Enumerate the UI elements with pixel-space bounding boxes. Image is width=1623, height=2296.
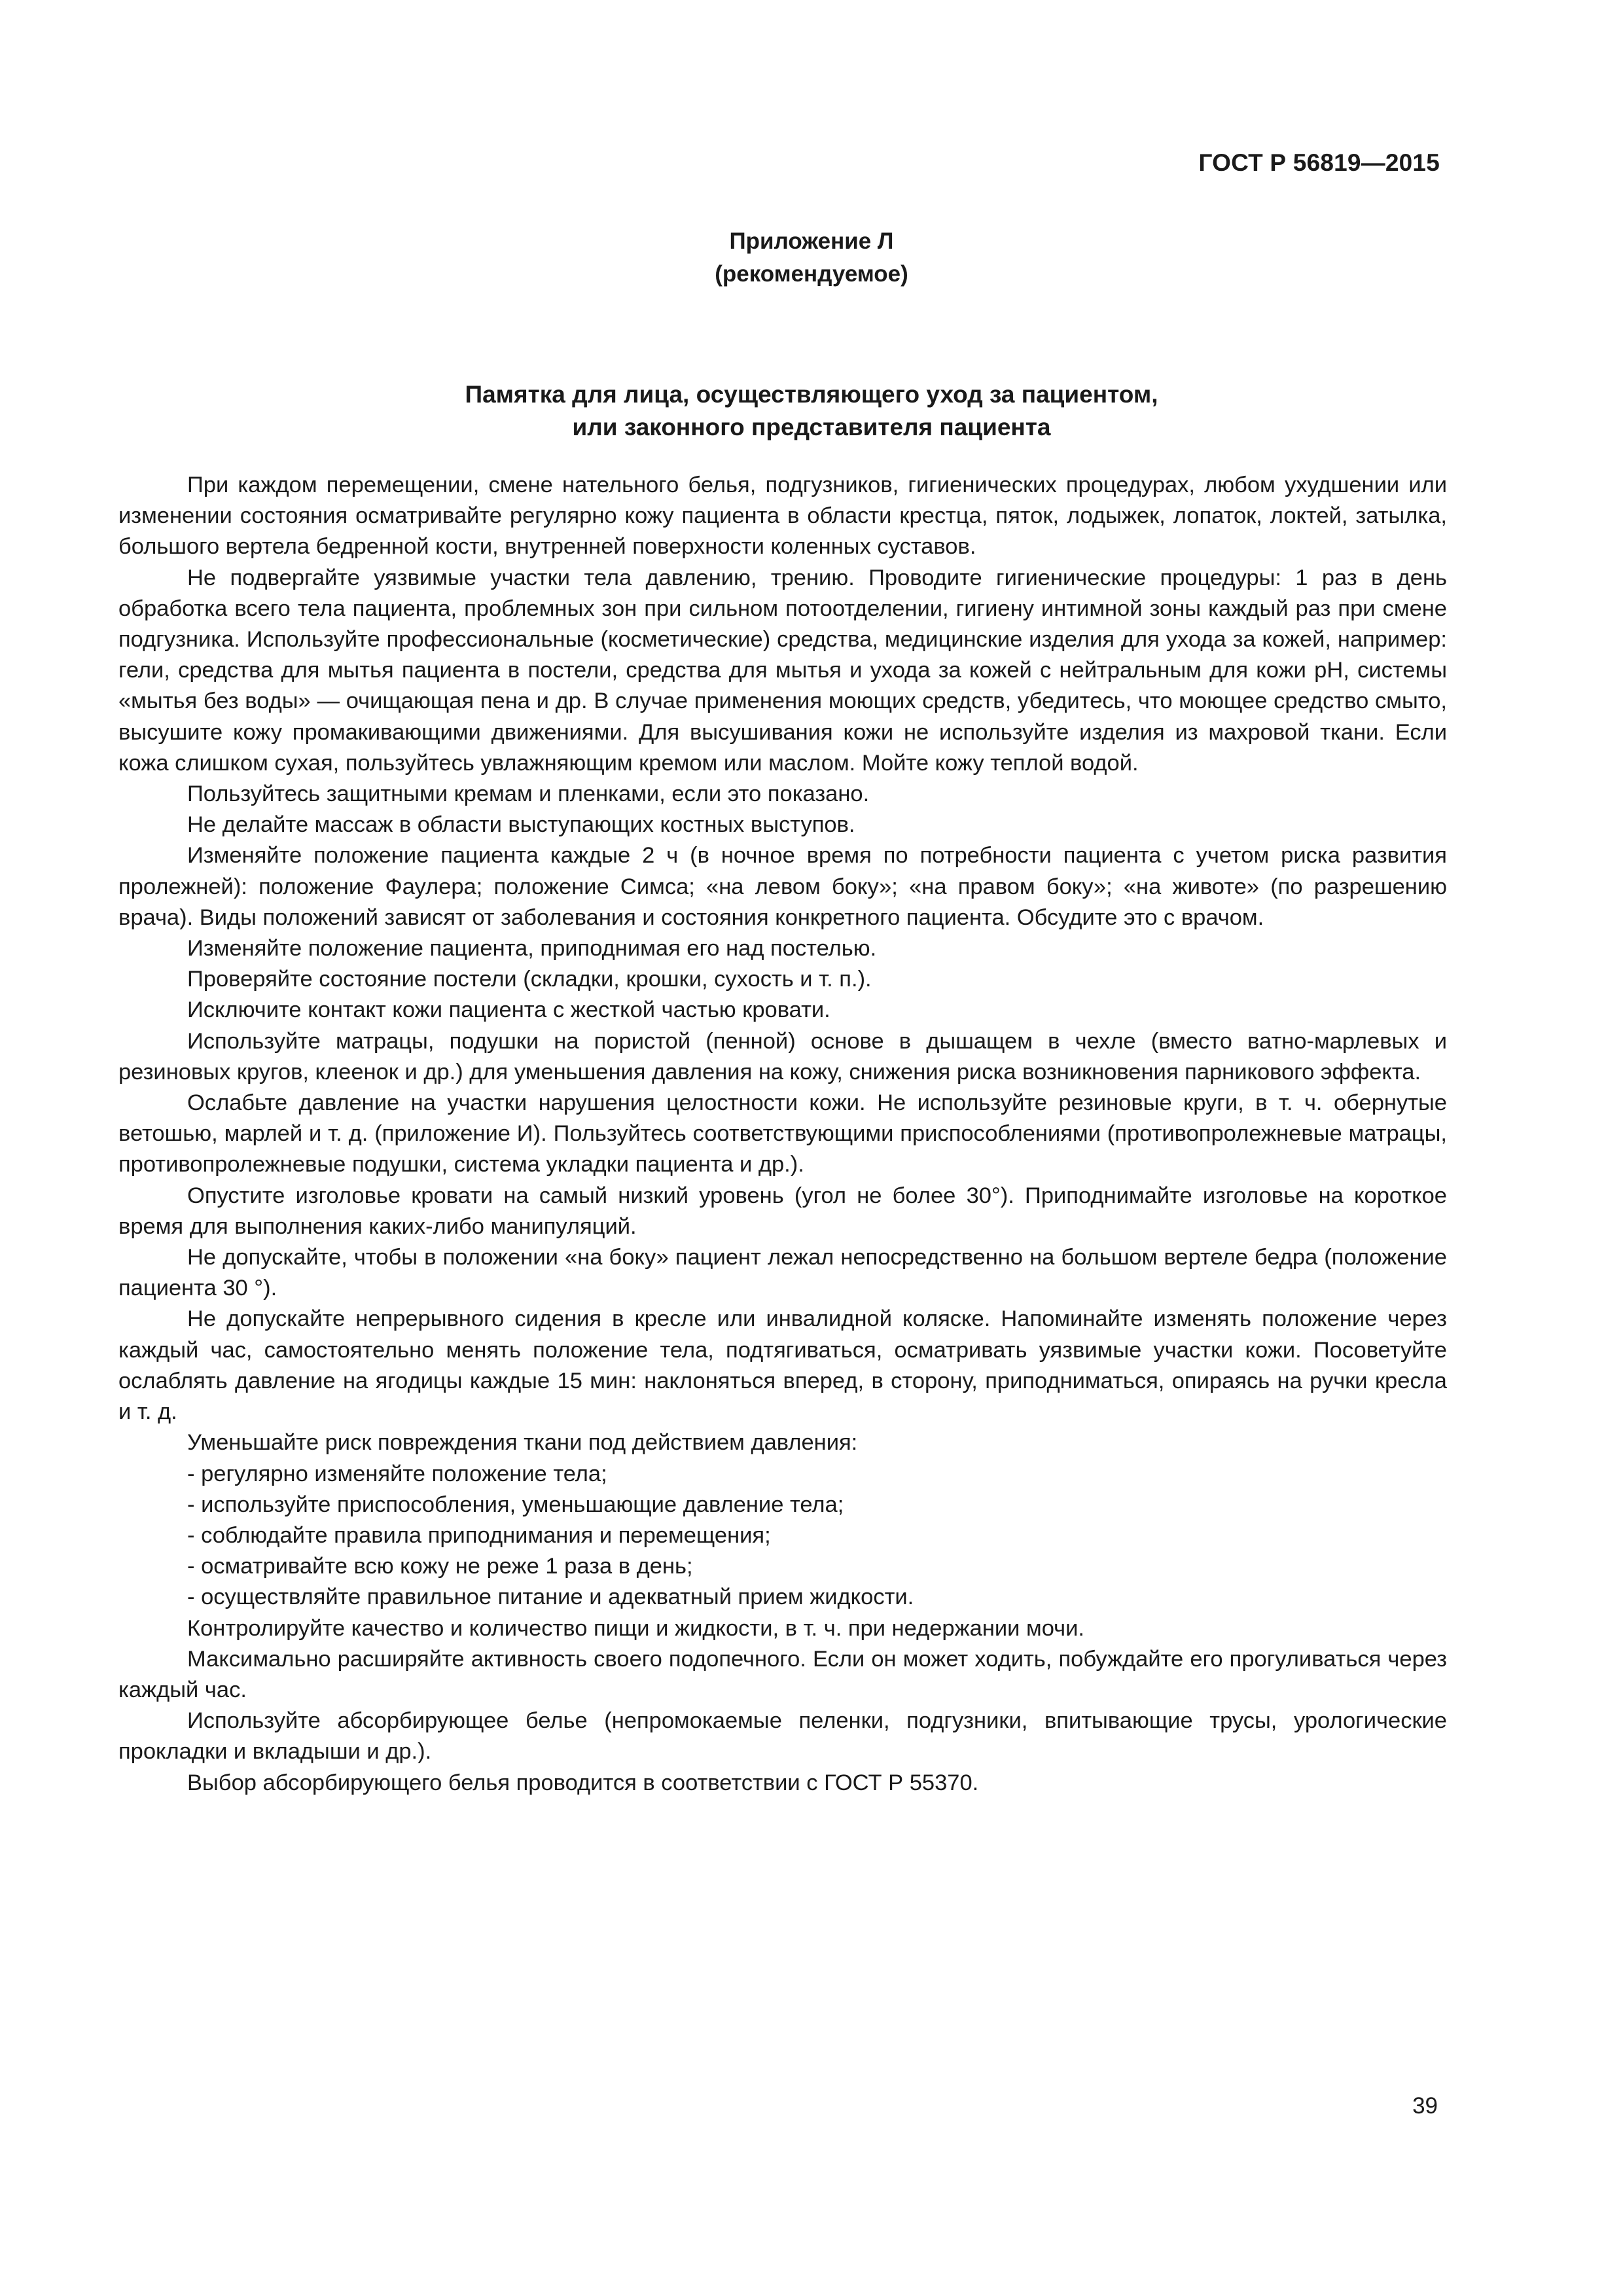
body-paragraph: Не подвергайте уязвимые участки тела давлению, трению. Проводите гигиенические процедуры: 1 раз в день обработка всего тела пациента, проблемных зон при сильном потоотделении, гигиену интимной зоны каждый раз при смене подгузника. Используйте профессиональные (косметические) средства, медицинские изделия для ухода за кожей, например: гели, средства для мытья пациента в постели, средства для мытья и ухода за кожей с нейтральным для кожи pH, системы «мытья без воды» — очищающая пена и др. В случае применения моющих средств, убедитесь, что моющее средство смыто, высушите кожу промакивающими движениями. Для высушивания кожи не используйте изделия из махровой ткани. Если кожа слишком сухая, пользуйтесь увлажняющим кремом или маслом. Мойте кожу теплой водой. — [118, 565, 1447, 776]
appendix-status: (рекомендуемое) — [715, 261, 908, 287]
body-paragraph: Используйте абсорбирующее белье (непромокаемые пеленки, подгузники, впитывающие трусы, урологические прокладки и вкладыши и др.). — [118, 1708, 1447, 1765]
page-number: 39 — [1412, 2093, 1438, 2119]
memo-body — [118, 470, 1447, 1799]
appendix-heading — [0, 225, 1623, 291]
memo-title — [0, 378, 1623, 444]
memo-title-line-2: или законного представителя пациента — [572, 414, 1051, 440]
body-paragraph: Изменяйте положение пациента, приподнимая его над постелью. — [187, 936, 877, 961]
list-item: - используйте приспособления, уменьшающие давление тела; — [187, 1492, 844, 1517]
body-paragraph: Проверяйте состояние постели (складки, крошки, сухость и т. п.). — [187, 967, 872, 992]
document-code: ГОСТ Р 56819—2015 — [1198, 149, 1440, 176]
body-paragraph: Используйте матрацы, подушки на пористой (пенной) основе в дышащем в чехле (вместо ватно-марлевых и резиновых кругов, клеенок и др.) для уменьшения давления на кожу, снижения риска возникновения парникового эффекта. — [118, 1028, 1447, 1085]
body-paragraph: Опустите изголовье кровати на самый низкий уровень (угол не более 30°). Приподнимайте изголовье на короткое время для выполнения каких-либо манипуляций. — [118, 1183, 1447, 1239]
body-paragraph: При каждом перемещении, смене нательного белья, подгузников, гигиенических процедурах, любом ухудшении или изменении состояния осматривайте регулярно кожу пациента в области крестца, пяток, лодыжек, лопаток, локтей, затылка, большого вертела бедренной кости, внутренней поверхности коленных суставов. — [118, 473, 1447, 560]
list-item: - осматривайте всю кожу не реже 1 раза в день; — [187, 1554, 693, 1579]
body-paragraph: Пользуйтесь защитными кремам и пленками, если это показано. — [187, 781, 870, 807]
body-paragraph: Изменяйте положение пациента каждые 2 ч (в ночное время по потребности пациента с учетом риска развития пролежней): положение Фаулера; положение Симса; «на левом боку»; «на правом боку»; «на животе» (по разрешению врача). Виды положений зависят от заболевания и состояния конкретного пациента. Обсудите это с врачом. — [118, 843, 1447, 930]
body-paragraph: Максимально расширяйте активность своего подопечного. Если он может ходить, побуждайте его прогуливаться через каждый час. — [118, 1646, 1447, 1702]
appendix-name: Приложение Л — [729, 228, 894, 254]
body-paragraph: Не делайте массаж в области выступающих костных выступов. — [187, 812, 855, 838]
list-item: - осуществляйте правильное питание и адекватный прием жидкости. — [187, 1585, 914, 1610]
body-paragraph: Исключите контакт кожи пациента с жесткой частью кровати. — [187, 997, 830, 1023]
list-item: - регулярно изменяйте положение тела; — [187, 1461, 607, 1486]
body-paragraph: Не допускайте непрерывного сидения в кресле или инвалидной коляске. Напоминайте изменять положение через каждый час, самостоятельно менять положение тела, подтягиваться, осматривать уязвимые участки кожи. Посоветуйте ослаблять давление на ягодицы каждые 15 мин: наклоняться вперед, в сторону, приподниматься, опираясь на ручки кресла и т. д. — [118, 1306, 1447, 1425]
body-paragraph: Ослабьте давление на участки нарушения целостности кожи. Не используйте резиновые круги, в т. ч. обернутые ветошью, марлей и т. д. (приложение И). Пользуйтесь соответствующими приспособлениями (противопролежневые матрацы, противопролежневые подушки, система укладки пациента и др.). — [118, 1090, 1447, 1177]
recommendation-list — [118, 1459, 1447, 1613]
body-paragraph: Не допускайте, чтобы в положении «на боку» пациент лежал непосредственно на большом вертеле бедра (положение пациента 30 °). — [118, 1245, 1447, 1301]
list-intro-paragraph: Уменьшайте риск повреждения ткани под действием давления: — [187, 1430, 858, 1456]
body-paragraph: Контролируйте качество и количество пищи и жидкости, в т. ч. при недержании мочи. — [187, 1615, 1085, 1641]
memo-title-line-1: Памятка для лица, осуществляющего уход за пациентом, — [465, 381, 1158, 408]
list-item: - соблюдайте правила приподнимания и перемещения; — [187, 1522, 771, 1548]
body-paragraph: Выбор абсорбирующего белья проводится в соответствии с ГОСТ Р 55370. — [187, 1770, 979, 1795]
